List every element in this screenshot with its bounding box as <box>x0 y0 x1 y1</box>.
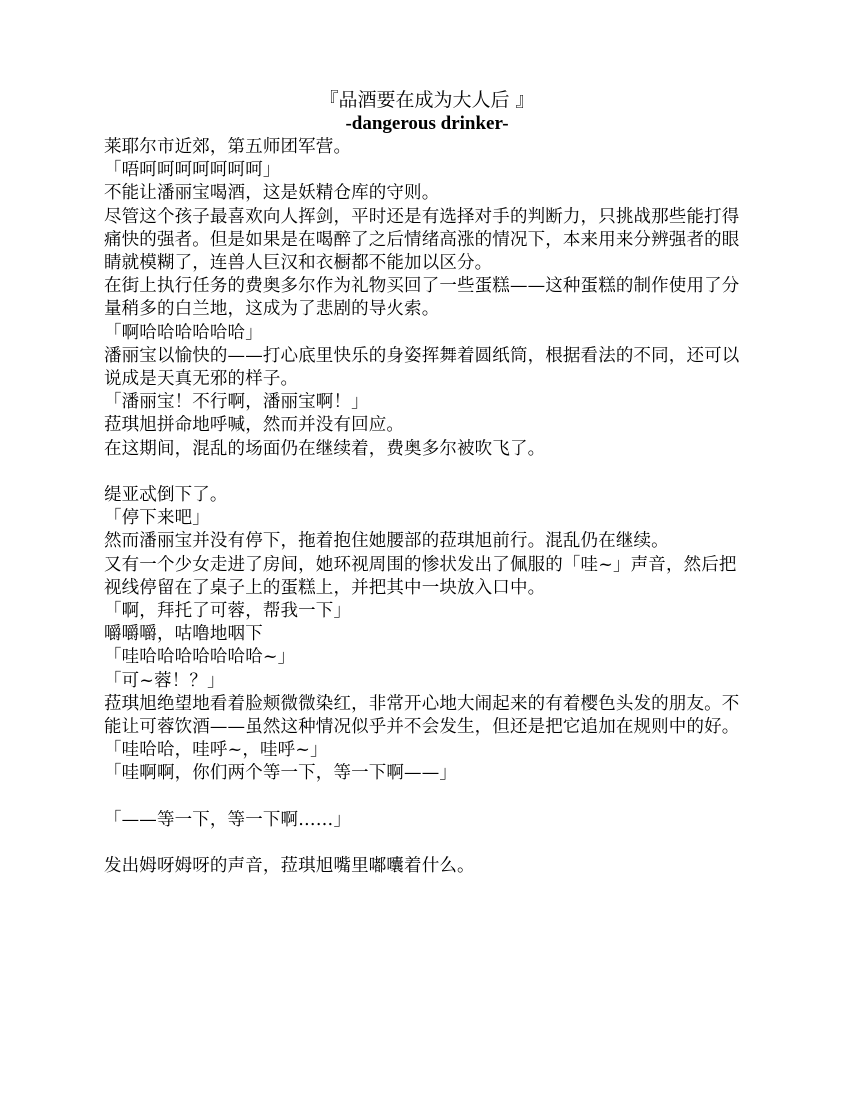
document-page <box>104 88 750 878</box>
paragraph: 「——等一下，等一下啊……」 <box>104 809 352 830</box>
paragraph: 「哇啊啊，你们两个等一下，等一下啊——」 <box>104 763 457 784</box>
paragraph: 又有一个少女走进了房间，她环视周围的惨状发出了佩服的「哇~」声音，然后把视线停留在了桌子上的蛋糕上，并把其中一块放入口中。 <box>104 554 737 598</box>
paragraph: 「啊，拜托了可蓉，帮我一下」 <box>104 601 352 622</box>
paragraph: 在街上执行任务的费奥多尔作为礼物买回了一些蛋糕——这种蛋糕的制作使用了分量稍多的白兰地，这成为了悲剧的导火索。 <box>104 276 740 320</box>
blank-line <box>104 786 750 809</box>
paragraph: 尽管这个孩子最喜欢向人挥剑，平时还是有选择对手的判断力，只挑战那些能打得痛快的强者。但是如果是在喝醉了之后情绪高涨的情况下，本来用来分辨强者的眼睛就模糊了，连兽人巨汉和衣橱都不能加以区分。 <box>104 206 740 274</box>
paragraph: 菈琪旭拼命地呼喊，然而并没有回应。 <box>104 415 405 436</box>
blank-line <box>104 461 750 484</box>
paragraph: 莱耶尔市近郊，第五师团军营。 <box>104 137 352 157</box>
document-subtitle: -dangerous drinker- <box>345 113 509 134</box>
paragraph: 「啊哈哈哈哈哈哈」 <box>104 322 263 343</box>
paragraph: 「停下来吧」 <box>104 508 210 529</box>
paragraph: 菈琪旭绝望地看着脸颊微微染红，非常开心地大闹起来的有着樱色头发的朋友。不能让可蓉饮酒——虽然这种情况似乎并不会发生，但还是把它追加在规则中的好。 <box>104 693 740 738</box>
paragraph: 缇亚忒倒下了。 <box>104 485 228 506</box>
paragraph: 「可~蓉！？」 <box>104 670 225 691</box>
paragraph: 发出姆呀姆呀的声音，菈琪旭嘴里嘟囔着什么。 <box>104 856 475 877</box>
paragraph: 「潘丽宝！不行啊，潘丽宝啊！」 <box>104 392 369 413</box>
document-title: 『品酒要在成为大人后 』 <box>319 89 535 111</box>
paragraph: 在这期间，混乱的场面仍在继续着，费奥多尔被吹飞了。 <box>104 438 546 459</box>
document-body <box>104 136 750 878</box>
paragraph: 潘丽宝以愉快的——打心底里快乐的身姿挥舞着圆纸筒，根据看法的不同，还可以说成是天真无邪的样子。 <box>104 345 740 390</box>
paragraph: 「哇哈哈，哇呼~，哇呼~」 <box>104 740 328 761</box>
paragraph: 然而潘丽宝并没有停下，拖着抱住她腰部的菈琪旭前行。混乱仍在继续。 <box>104 531 669 552</box>
paragraph: 不能让潘丽宝喝酒，这是妖精仓库的守则。 <box>104 183 440 204</box>
blank-line <box>104 832 750 855</box>
paragraph: 嚼嚼嚼，咕噜地咽下 <box>104 624 263 645</box>
paragraph: 「唔呵呵呵呵呵呵呵」 <box>104 160 281 181</box>
paragraph: 「哇哈哈哈哈哈哈哈~」 <box>104 647 296 668</box>
